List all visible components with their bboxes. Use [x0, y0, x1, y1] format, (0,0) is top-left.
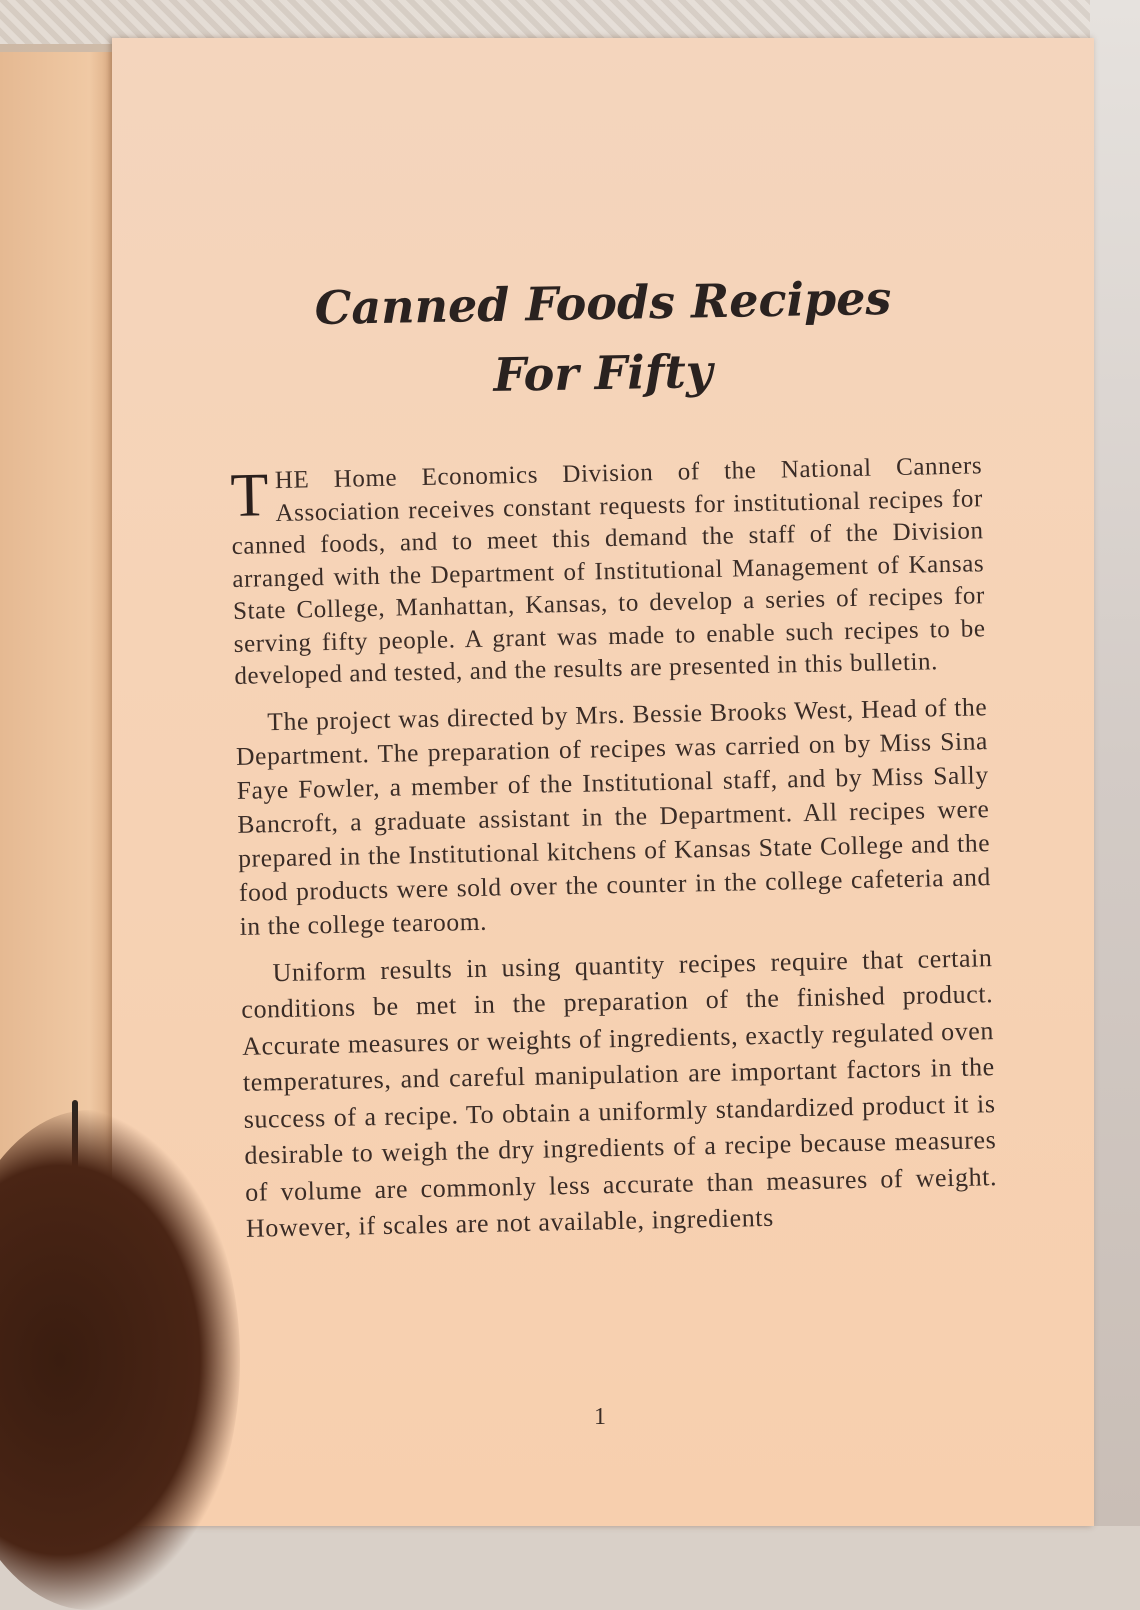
paragraph-intro-text: HE Home Economics Division of the National Canners Association receives constant requests for institutional recipes for canned foods, and to meet this demand the staff of the Division arranged with the Department of Institutional Management of Kansas State College, Manhattan, Kansas, to develop a series of recipes for serving fifty people. A grant was made to enable such recipes to be developed and tested, and the results are presented in this bulletin.: [231, 452, 986, 690]
title-line-1: Canned Foods Recipes: [314, 270, 892, 336]
body-text: [230, 450, 998, 1259]
drop-cap: T: [229, 461, 270, 530]
paragraph-project: The project was directed by Mrs. Bessie Brooks West, Head of the Department. The preparation of recipes was carried on by Miss Sina Faye Fowler, a member of the Institutional staff, and by Miss Sally Bancroft, a graduate assistant in the Department. All recipes were prepared in the Institutional kitchens of Kansas State College and the food products were sold over the counter in the college cafeteria and in the college tearoom.: [235, 691, 992, 941]
tablecloth-right: [1090, 0, 1140, 1526]
title-line-2: For Fifty: [493, 344, 713, 402]
page-title: [112, 268, 1094, 408]
paragraph-intro: [230, 450, 987, 693]
page-number: 1: [594, 1404, 606, 1430]
paragraph-uniform-results: Uniform results in using quantity recipes require that certain conditions be met in the preparation of the finished product. Accurate measures or weights of ingredients, exactly regulated oven temperatures, and careful manipulation are important factors in the success of a recipe. To obtain a uniformly standardized product it is desirable to weigh the dry ingredients of a recipe because measures of volume are commonly less accurate than measures of weight. However, if scales are not available, ingredients: [241, 942, 998, 1243]
